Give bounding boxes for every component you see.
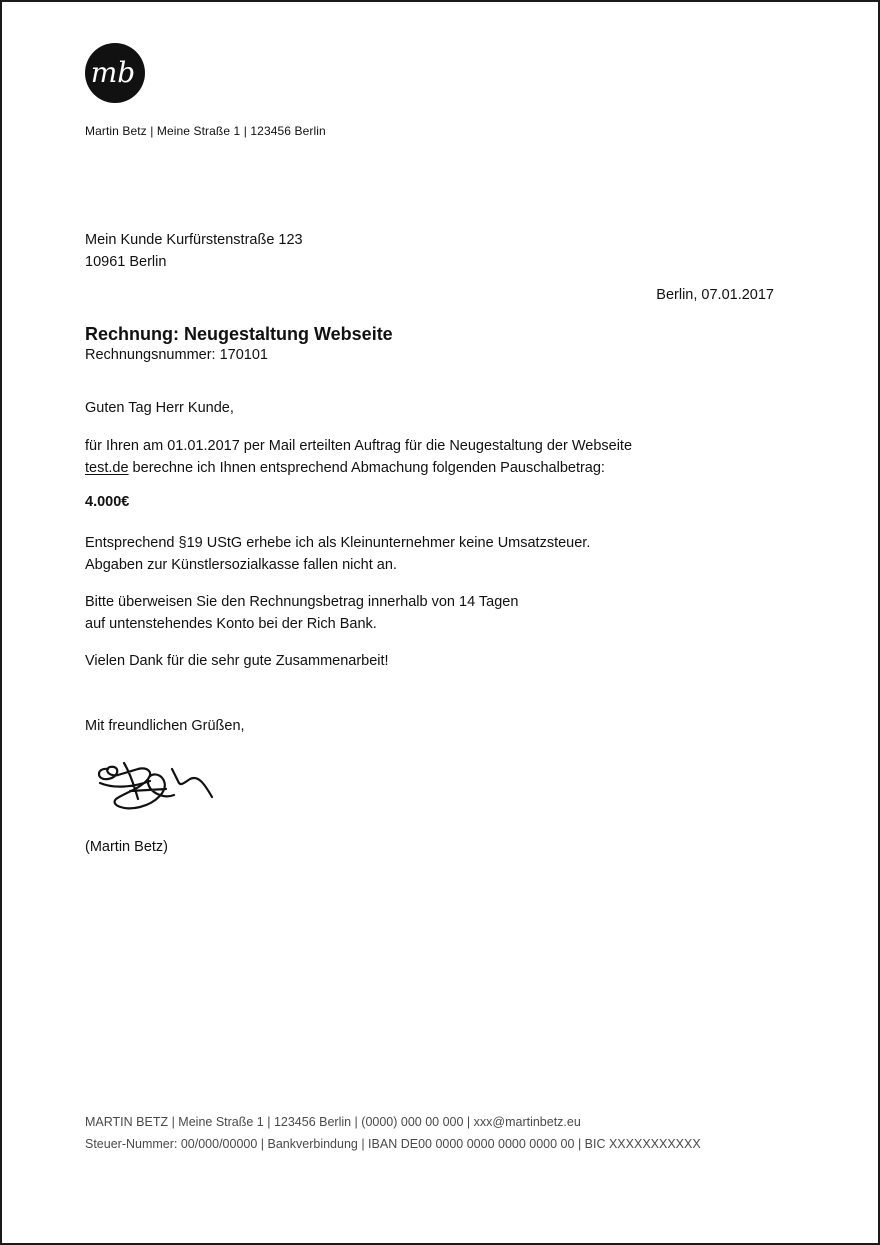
closing-line: Mit freundlichen Grüßen, (85, 718, 245, 734)
logo-initials: mb (90, 56, 136, 89)
intro-line-2-text: berechne ich Ihnen entsprechend Abmachung folgenden Pauschalbetrag: (128, 460, 605, 476)
payment-note-line-2: auf untenstehendes Konto bei der Rich Bank. (85, 616, 377, 632)
handwritten-signature (94, 759, 219, 821)
greeting: Guten Tag Herr Kunde, (85, 400, 234, 416)
recipient-address (85, 229, 303, 273)
recipient-line-2: 10961 Berlin (85, 254, 167, 270)
mb-logo (84, 42, 146, 104)
intro-line-2 (85, 457, 632, 479)
tax-note-line-1: Entsprechend §19 UStG erhebe ich als Kleinunternehmer keine Umsatzsteuer. (85, 535, 591, 551)
invoice-amount: 4.000€ (85, 494, 130, 510)
recipient-line-1: Mein Kunde Kurfürstenstraße 123 (85, 232, 303, 248)
footer-line-1: MARTIN BETZ | Meine Straße 1 | 123456 Berlin | (0000) 000 00 000 | xxx@martinbetz.eu (85, 1115, 581, 1129)
invoice-title: Rechnung: Neugestaltung Webseite (85, 324, 393, 344)
website-link[interactable]: test.de (85, 460, 129, 476)
payment-note-line-1: Bitte überweisen Sie den Rechnungsbetrag innerhalb von 14 Tagen (85, 594, 519, 610)
signature-name: (Martin Betz) (85, 839, 168, 855)
signature-stroke (99, 763, 212, 808)
invoice-date: Berlin, 07.01.2017 (656, 287, 774, 303)
tax-note (85, 532, 590, 576)
invoice-number: Rechnungsnummer: 170101 (85, 347, 268, 363)
thanks-line: Vielen Dank für die sehr gute Zusammenarbeit! (85, 653, 389, 669)
intro-paragraph (85, 435, 632, 479)
sender-line: Martin Betz | Meine Straße 1 | 123456 Berlin (85, 124, 326, 138)
intro-line-1: für Ihren am 01.01.2017 per Mail erteilten Auftrag für die Neugestaltung der Webseite (85, 438, 633, 454)
footer-line-2: Steuer-Nummer: 00/000/00000 | Bankverbindung | IBAN DE00 0000 0000 0000 0000 00 | BIC XXXXXXXXXXX (85, 1137, 701, 1151)
footer (85, 1111, 701, 1155)
payment-note (85, 591, 518, 635)
tax-note-line-2: Abgaben zur Künstlersozialkasse fallen nicht an. (85, 557, 397, 573)
